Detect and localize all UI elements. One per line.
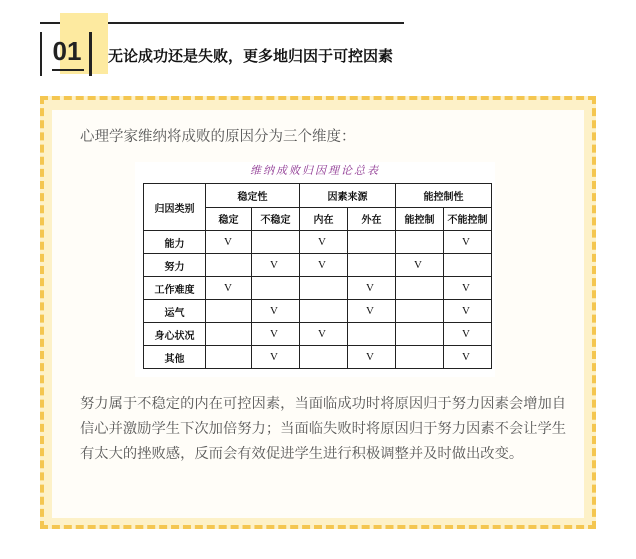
row-mark-cell: V — [300, 323, 348, 346]
row-mark-cell — [396, 231, 444, 254]
row-mark-cell — [444, 254, 492, 277]
table-corner-header: 归因类别 — [144, 184, 206, 231]
row-mark-cell — [252, 277, 300, 300]
row-mark-cell: V — [396, 254, 444, 277]
row-mark-cell — [348, 231, 396, 254]
row-mark-cell — [300, 277, 348, 300]
row-label: 其他 — [144, 346, 206, 369]
row-mark-cell — [206, 346, 252, 369]
header-right-bar — [89, 32, 92, 76]
subheader-uncontrollable: 不能控制 — [444, 207, 492, 231]
table-row — [144, 231, 492, 254]
row-mark-cell: V — [252, 300, 300, 323]
table-row — [144, 254, 492, 277]
row-label: 身心状况 — [144, 323, 206, 346]
row-mark-cell: V — [348, 346, 396, 369]
row-mark-cell: V — [444, 300, 492, 323]
section-title: 无论成功还是失败，更多地归因于可控因素 — [108, 47, 394, 65]
subheader-controllable: 能控制 — [396, 207, 444, 231]
header-left-bar — [40, 32, 42, 76]
subheader-external: 外在 — [348, 207, 396, 231]
row-mark-cell — [206, 254, 252, 277]
row-mark-cell — [396, 346, 444, 369]
table-title: 维纳成败归因理论总表 — [250, 164, 380, 177]
row-mark-cell: V — [444, 323, 492, 346]
subheader-internal: 内在 — [300, 207, 348, 231]
section-header — [0, 0, 636, 90]
row-mark-cell: V — [348, 300, 396, 323]
table-row — [144, 300, 492, 323]
subheader-stable: 稳定 — [206, 207, 252, 231]
row-mark-cell — [396, 300, 444, 323]
row-mark-cell: V — [252, 346, 300, 369]
row-mark-cell: V — [444, 277, 492, 300]
row-mark-cell — [300, 300, 348, 323]
row-mark-cell: V — [348, 277, 396, 300]
row-mark-cell — [206, 300, 252, 323]
conclusion-text: 努力属于不稳定的内在可控因素，当面临成功时将原因归于努力因素会增加自信心并激励学生下次加倍努力；当面临失败时将原因归于努力因素不会让学生有太大的挫败感，反而会有效促进学生进行积极调整并及时做出改变。 — [80, 396, 567, 462]
row-mark-cell: V — [252, 323, 300, 346]
attribution-table — [143, 183, 492, 369]
table-row — [144, 323, 492, 346]
row-mark-cell: V — [444, 346, 492, 369]
group-header-locus: 因素来源 — [300, 184, 396, 208]
row-mark-cell: V — [252, 254, 300, 277]
row-label: 努力 — [144, 254, 206, 277]
row-mark-cell — [348, 254, 396, 277]
table-row — [144, 277, 492, 300]
group-header-control: 能控制性 — [396, 184, 492, 208]
row-label: 工作难度 — [144, 277, 206, 300]
row-label: 能力 — [144, 231, 206, 254]
row-mark-cell: V — [444, 231, 492, 254]
row-mark-cell: V — [300, 231, 348, 254]
row-mark-cell: V — [300, 254, 348, 277]
row-mark-cell — [396, 323, 444, 346]
intro-text: 心理学家维纳将成败的原因分为三个维度： — [80, 129, 356, 145]
row-mark-cell — [300, 346, 348, 369]
table-row — [144, 346, 492, 369]
row-label: 运气 — [144, 300, 206, 323]
row-mark-cell — [396, 277, 444, 300]
row-mark-cell: V — [206, 231, 252, 254]
row-mark-cell: V — [206, 277, 252, 300]
number-underline — [52, 69, 84, 71]
group-header-stability: 稳定性 — [206, 184, 300, 208]
row-mark-cell — [348, 323, 396, 346]
section-number: 01 — [52, 36, 82, 66]
subheader-unstable: 不稳定 — [252, 207, 300, 231]
row-mark-cell — [206, 323, 252, 346]
row-mark-cell — [252, 231, 300, 254]
